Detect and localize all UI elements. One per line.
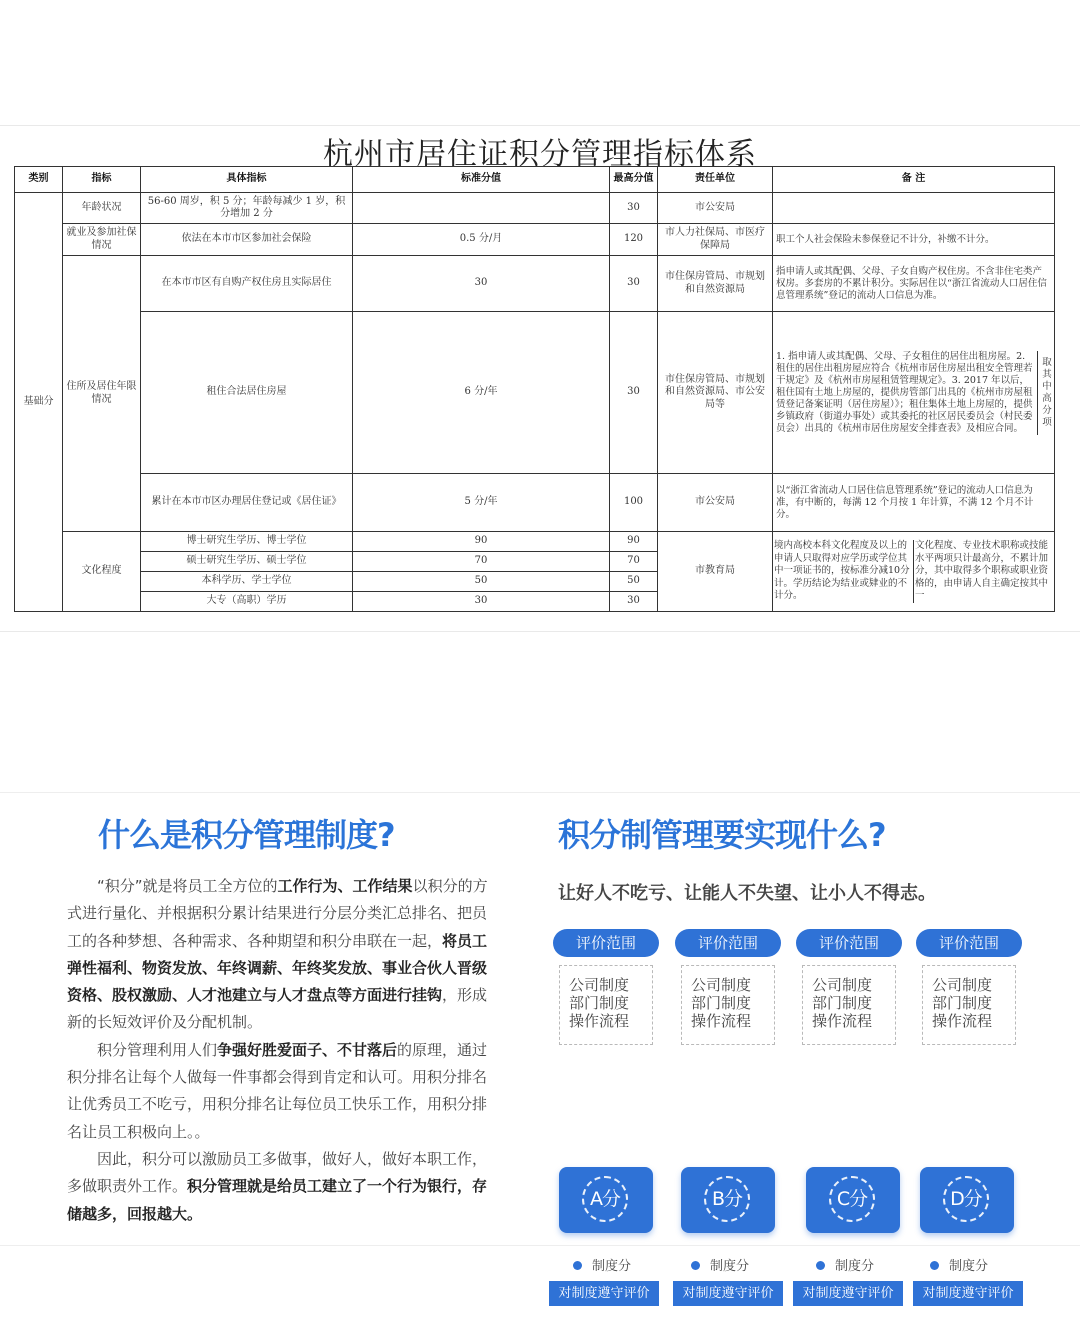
unit-cell: 市教育局 bbox=[658, 532, 773, 612]
body-text: 的原理，通过积分排名让每个人做每一件事都会得到肯定和认可。用积分排名让优秀员工不吃亏，用积分排名让每位员工快乐工作，用积分排名让员工积极向上。。 bbox=[67, 1040, 488, 1141]
bullet-dot-icon bbox=[930, 1261, 939, 1270]
score-column-a bbox=[553, 929, 659, 1301]
bullet-item: 制度分 bbox=[573, 1255, 631, 1274]
scope-item: 操作流程 bbox=[691, 1012, 752, 1030]
detail-cell: 博士研究生学历、博士学位 bbox=[141, 532, 353, 552]
evaluation-bar: 对制度遵守评价 bbox=[793, 1281, 903, 1306]
index-table-panel bbox=[0, 125, 1080, 632]
header-cell: 具体指标 bbox=[141, 167, 353, 193]
detail-cell: 租住合法居住房屋 bbox=[141, 312, 353, 474]
max-cell: 70 bbox=[610, 552, 658, 572]
header-cell: 责任单位 bbox=[658, 167, 773, 193]
detail-cell: 大专（高职）学历 bbox=[141, 592, 353, 612]
scope-item: 部门制度 bbox=[569, 994, 630, 1012]
scope-box bbox=[559, 965, 653, 1045]
max-cell: 100 bbox=[610, 474, 658, 532]
detail-cell: 硕士研究生学历、硕士学位 bbox=[141, 552, 353, 572]
bullet-item: 制度分 bbox=[930, 1255, 988, 1274]
note-a: 境内高校本科文化程度及以上的申请人只取得对应学历或学位其中一项证书的，按标准分减10分计。学历结论为结业或肄业的不计分。 bbox=[774, 540, 910, 602]
bullet-item: 制度分 bbox=[691, 1255, 749, 1274]
scope-item: 部门制度 bbox=[812, 994, 873, 1012]
header-cell: 类别 bbox=[15, 167, 63, 193]
grade-label: D分 bbox=[943, 1176, 989, 1222]
table-row bbox=[15, 224, 1055, 256]
scope-item: 公司制度 bbox=[569, 976, 630, 994]
note-cell bbox=[773, 312, 1055, 474]
score-column-b bbox=[675, 929, 781, 1301]
detail-cell: 在本市市区有自购产权住房且实际居住 bbox=[141, 256, 353, 312]
note-cell: 指申请人或其配偶、父母、子女自购产权住房。不含非住宅类产权房。多套房的不累计积分。实际居住以“浙江省流动人口居住信息管理系统”登记的流动人口信息为准。 bbox=[773, 256, 1055, 312]
evaluation-bar: 对制度遵守评价 bbox=[913, 1281, 1023, 1306]
infographic-panel bbox=[0, 792, 1080, 1301]
scope-pill: 评价范围 bbox=[553, 929, 659, 957]
left-title: 什么是积分管理制度? bbox=[98, 816, 395, 854]
emphasis-text: 积分管理就是给员工建立了一个行为银行，存储越多，回报越大。 bbox=[67, 1177, 488, 1223]
header-cell: 最高分值 bbox=[610, 167, 658, 193]
emphasis-text: 工作行为、工作结果 bbox=[277, 877, 413, 895]
detail-cell: 本科学历、学士学位 bbox=[141, 572, 353, 592]
header-cell: 标准分值 bbox=[353, 167, 610, 193]
unit-cell: 市人力社保局、市医疗保障局 bbox=[658, 224, 773, 256]
indicator-cell: 住所及居住年限情况 bbox=[63, 256, 141, 532]
standard-cell: 6 分/年 bbox=[353, 312, 610, 474]
detail-cell: 56-60 周岁，积 5 分；年龄每减少 1 岁，积分增加 2 分 bbox=[141, 193, 353, 224]
right-title: 积分制管理要实现什么? bbox=[558, 816, 886, 854]
unit-cell: 市公安局 bbox=[658, 474, 773, 532]
note-main: 1. 指申请人或其配偶、父母、子女租住的居住出租房屋。2. 租住的居住出租房屋应符合《杭州市居住房屋出租安全管理若干规定》及《杭州市房屋租赁管理规定》。3. 2017 年以后，租住国有土地上房屋的，提供房管部门出具的《杭州市房屋租赁登记备案证明（居住房屋）》；租住集体土地上房屋的，提供乡镇政府（街道办事处）或其委托的社区居民委员会（村民委员会）出具的《杭州市居住房屋安全排查表》及相应合同。 bbox=[776, 350, 1033, 434]
body-text: 因此，积分可以激励员工多做事，做好人，做好本职工作，多做职责外工作。 bbox=[67, 1149, 488, 1196]
unit-cell: 市住保房管局、市规划和自然资源局 bbox=[658, 256, 773, 312]
note-cell bbox=[773, 193, 1055, 224]
score-column-c bbox=[796, 929, 902, 1301]
scope-item: 公司制度 bbox=[691, 976, 752, 994]
paragraph-3 bbox=[67, 1146, 489, 1228]
evaluation-bar: 对制度遵守评价 bbox=[549, 1281, 659, 1306]
max-cell: 30 bbox=[610, 592, 658, 612]
scope-item: 公司制度 bbox=[812, 976, 873, 994]
slogan: 让好人不吃亏、让能人不失望、让小人不得志。 bbox=[558, 883, 936, 904]
note-side: 取其中高分项 bbox=[1037, 351, 1054, 435]
max-cell: 90 bbox=[610, 532, 658, 552]
grade-card bbox=[681, 1167, 775, 1233]
grade-label: B分 bbox=[704, 1176, 750, 1222]
max-cell: 30 bbox=[610, 193, 658, 224]
header-cell: 备 注 bbox=[773, 167, 1055, 193]
table-row bbox=[15, 532, 1055, 552]
scope-item: 操作流程 bbox=[569, 1012, 630, 1030]
evaluation-bar: 对制度遵守评价 bbox=[673, 1281, 783, 1306]
scope-pill: 评价范围 bbox=[916, 929, 1022, 957]
indicator-cell: 文化程度 bbox=[63, 532, 141, 612]
detail-cell: 依法在本市市区参加社会保险 bbox=[141, 224, 353, 256]
body-text: 积分管理利用人们 bbox=[97, 1040, 218, 1059]
indicator-cell: 就业及参加社保情况 bbox=[63, 224, 141, 256]
scope-box bbox=[802, 965, 896, 1045]
table-title: 杭州市居住证积分管理指标体系 bbox=[323, 137, 757, 172]
bullet-item: 制度分 bbox=[816, 1255, 874, 1274]
category-cell: 基础分 bbox=[15, 193, 63, 612]
scope-pill: 评价范围 bbox=[796, 929, 902, 957]
index-table bbox=[14, 166, 1055, 612]
grade-card bbox=[806, 1167, 900, 1233]
emphasis-text: 争强好胜爱面子、不甘落后 bbox=[217, 1040, 398, 1059]
grade-card bbox=[920, 1167, 1014, 1233]
description-text bbox=[67, 873, 489, 1228]
unit-cell: 市住保房管局、市规划和自然资源局、市公安局等 bbox=[658, 312, 773, 474]
note-b: 文化程度、专业技术职称或技能水平两项只计最高分，不累计加分，其中取得多个职称或职业资格的，由申请人自主确定按其中一 bbox=[913, 540, 1054, 603]
standard-cell: 5 分/年 bbox=[353, 474, 610, 532]
standard-cell: 30 bbox=[353, 592, 610, 612]
standard-cell: 70 bbox=[353, 552, 610, 572]
standard-cell: 0.5 分/月 bbox=[353, 224, 610, 256]
unit-cell: 市公安局 bbox=[658, 193, 773, 224]
scope-item: 操作流程 bbox=[812, 1012, 873, 1030]
max-cell: 30 bbox=[610, 312, 658, 474]
note-cell: 职工个人社会保险未参保登记不计分，补缴不计分。 bbox=[773, 224, 1055, 256]
grade-card bbox=[559, 1167, 653, 1233]
table-row bbox=[15, 312, 1055, 474]
scope-box bbox=[681, 965, 775, 1045]
standard-cell bbox=[353, 193, 610, 224]
paragraph-2 bbox=[67, 1037, 489, 1146]
scope-item: 部门制度 bbox=[691, 994, 752, 1012]
bullet-dot-icon bbox=[816, 1261, 825, 1270]
table-row bbox=[15, 474, 1055, 532]
scope-box bbox=[922, 965, 1016, 1045]
note-cell bbox=[773, 532, 1055, 612]
bullet-dot-icon bbox=[691, 1261, 700, 1270]
table-row bbox=[15, 256, 1055, 312]
indicator-cell: 年龄状况 bbox=[63, 193, 141, 224]
table-row bbox=[15, 193, 1055, 224]
scope-item: 公司制度 bbox=[932, 976, 993, 994]
standard-cell: 90 bbox=[353, 532, 610, 552]
body-text: “积分”就是将员工全方位的 bbox=[97, 877, 278, 895]
max-cell: 120 bbox=[610, 224, 658, 256]
standard-cell: 30 bbox=[353, 256, 610, 312]
paragraph-1 bbox=[67, 873, 489, 1037]
body-text: 以积分的方式进行量化、并根据积分累计结果进行分层分类汇总排名、把员工的各种梦想、各种需求、各种期望和积分串联在一起， bbox=[67, 877, 488, 950]
table-header-row bbox=[15, 167, 1055, 193]
grade-label: C分 bbox=[829, 1176, 875, 1222]
scope-item: 部门制度 bbox=[932, 994, 993, 1012]
header-cell: 指标 bbox=[63, 167, 141, 193]
grade-label: A分 bbox=[582, 1176, 628, 1222]
scope-item: 操作流程 bbox=[932, 1012, 993, 1030]
note-cell: 以“浙江省流动人口居住信息管理系统”登记的流动人口信息为准，有中断的，每满 12 个月按 1 年计算，不满 12 个月不计分。 bbox=[773, 474, 1055, 532]
emphasis-text: 将员工弹性福利、物资发放、年终调薪、年终奖发放、事业合伙人晋级资格、股权激励、人才池建立与人才盘点等方面进行挂钩 bbox=[67, 931, 488, 1005]
max-cell: 50 bbox=[610, 572, 658, 592]
max-cell: 30 bbox=[610, 256, 658, 312]
score-column-d bbox=[916, 929, 1022, 1301]
body-text: ，形成新的长短效评价及分配机制。 bbox=[67, 986, 488, 1032]
detail-cell: 累计在本市市区办理居住登记或《居住证》 bbox=[141, 474, 353, 532]
scope-pill: 评价范围 bbox=[675, 929, 781, 957]
standard-cell: 50 bbox=[353, 572, 610, 592]
bullet-dot-icon bbox=[573, 1261, 582, 1270]
